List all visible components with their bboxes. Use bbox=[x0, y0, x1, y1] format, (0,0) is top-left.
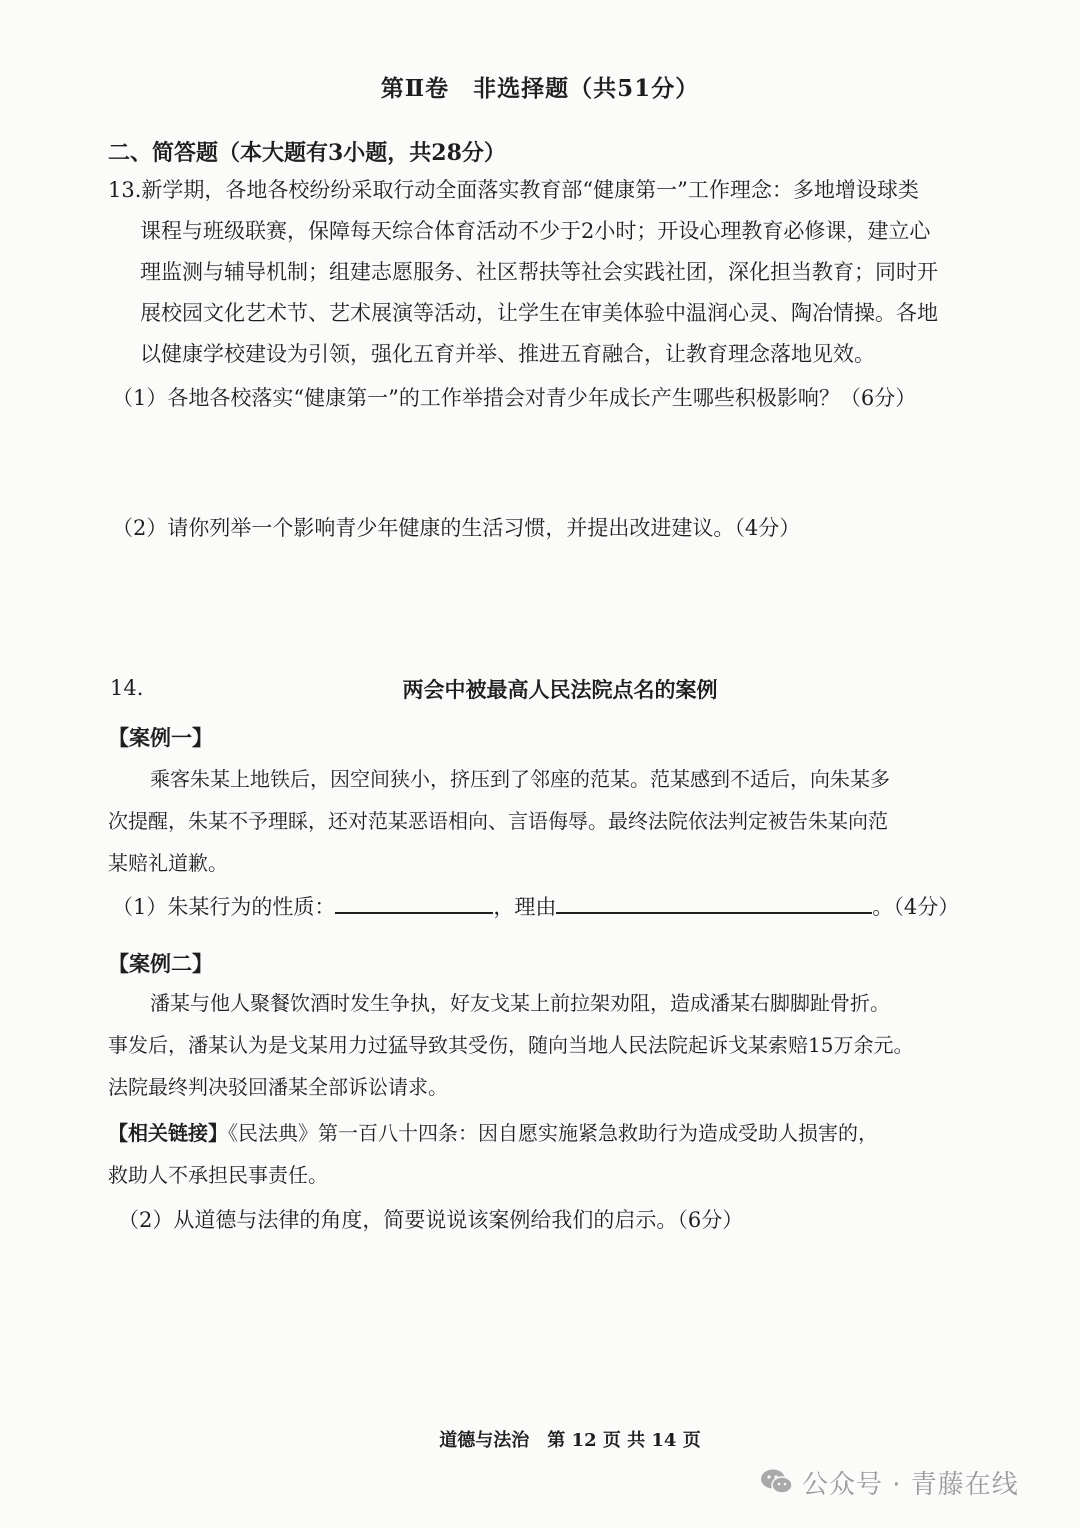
q14-sub1-prefix: （1）朱某行为的性质： bbox=[112, 895, 336, 919]
q13-sub1: （1）各地各校落实“健康第一”的工作举措会对青少年成长产生哪些积极影响？（6分） bbox=[112, 386, 917, 410]
q14-sub1-middle: ，理由 bbox=[493, 895, 557, 919]
q14-sub2: （2）从道德与法律的角度，简要说说该案例给我们的启示。（6分） bbox=[118, 1208, 744, 1232]
watermark-text: 公众号 · 青藤在线 bbox=[802, 1469, 1019, 1500]
q14-sub1-suffix: 。（4分） bbox=[872, 895, 960, 919]
watermark bbox=[760, 1460, 1060, 1504]
case2-line: 潘某与他人聚餐饮酒时发生争执，好友戈某上前拉架劝阻，造成潘某右脚脚趾骨折。 bbox=[150, 991, 890, 1015]
answer-blank-nature[interactable] bbox=[335, 890, 493, 914]
case1-text bbox=[108, 758, 890, 884]
q13-line: 课程与班级联赛，保障每天综合体育活动不少于2小时；开设心理教育必修课，建立心 bbox=[140, 219, 931, 243]
q14-title: 两会中被最高人民法院点名的案例 bbox=[402, 677, 718, 702]
part-title: 第Ⅱ卷 非选择题（共51分） bbox=[380, 75, 700, 102]
q13-line: 理监测与辅导机制；组建志愿服务、社区帮扶等社会实践社团，深化担当教育；同时开 bbox=[140, 260, 938, 284]
related-link-label: 【相关链接】 bbox=[108, 1121, 228, 1145]
q13-sub2: （2）请你列举一个影响青少年健康的生活习惯，并提出改进建议。（4分） bbox=[112, 516, 801, 540]
q14-number: 14. bbox=[110, 676, 144, 700]
wechat-icon bbox=[760, 1468, 794, 1496]
related-link bbox=[108, 1112, 878, 1196]
q13-line: 以健康学校建设为引领，强化五育并举、推进五育融合，让教育理念落地见效。 bbox=[140, 342, 875, 366]
q13-line: 13.新学期，各地各校纷纷采取行动全面落实教育部“健康第一”工作理念：多地增设球类 bbox=[108, 178, 919, 202]
case2-text bbox=[108, 982, 913, 1108]
answer-blank-reason[interactable] bbox=[556, 890, 872, 914]
case1-line: 某赔礼道歉。 bbox=[108, 851, 228, 875]
case1-label: 【案例一】 bbox=[108, 725, 213, 750]
case1-line: 乘客朱某上地铁后，因空间狭小，挤压到了邻座的范某。范某感到不适后，向朱某多 bbox=[150, 767, 890, 791]
related-link-line: 《民法典》第一百八十四条：因自愿实施紧急救助行为造成受助人损害的， bbox=[228, 1121, 878, 1145]
q13-line: 展校园文化艺术节、艺术展演等活动，让学生在审美体验中温润心灵、陶冶情操。各地 bbox=[140, 301, 938, 325]
q14-sub1 bbox=[112, 890, 959, 921]
case2-label: 【案例二】 bbox=[108, 951, 213, 976]
question-13-text bbox=[108, 170, 938, 375]
case1-line: 次提醒，朱某不予理睬，还对范某恶语相向、言语侮辱。最终法院依法判定被告朱某向范 bbox=[108, 809, 888, 833]
case2-line: 法院最终判决驳回潘某全部诉讼请求。 bbox=[108, 1075, 448, 1099]
case2-line: 事发后，潘某认为是戈某用力过猛导致其受伤，随向当地人民法院起诉戈某索赔15万余元。 bbox=[108, 1033, 914, 1057]
section-heading: 二、简答题（本大题有3小题，共28分） bbox=[108, 140, 506, 166]
related-link-line: 救助人不承担民事责任。 bbox=[108, 1163, 328, 1187]
page-footer: 道德与法治 第 12 页 共 14 页 bbox=[439, 1430, 701, 1451]
